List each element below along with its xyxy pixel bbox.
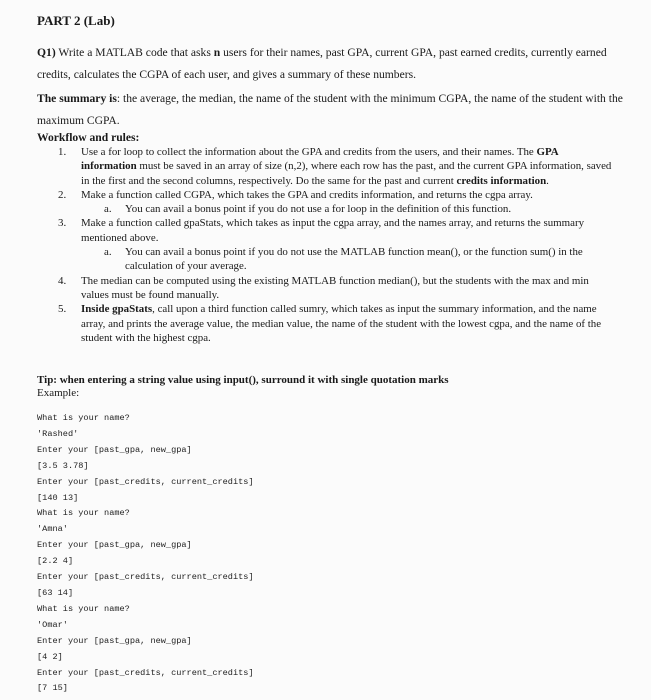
rule-text: The median can be computed using the existing MATLAB function median(), but the students with the max and min values must be found manually. bbox=[81, 274, 589, 301]
example-label: Example: bbox=[37, 387, 80, 399]
rules-list bbox=[37, 145, 612, 345]
code-line: Enter your [past_gpa, new_gpa] bbox=[37, 635, 192, 646]
page-title: PART 2 (Lab) bbox=[37, 13, 115, 28]
code-example bbox=[37, 411, 254, 697]
rule-number: 1. bbox=[58, 146, 67, 158]
subitem-text: You can avail a bonus point if you do not use a for loop in the definition of this function. bbox=[125, 203, 512, 216]
rule-text-bold: GPA information bbox=[81, 146, 559, 173]
subitem-letter: a. bbox=[104, 246, 112, 259]
code-line: Enter your [past_gpa, new_gpa] bbox=[37, 540, 192, 551]
code-line: [2.2 4] bbox=[37, 556, 74, 567]
rule-item bbox=[37, 216, 612, 245]
summary-paragraph bbox=[37, 88, 627, 132]
rule-number: 5. bbox=[58, 303, 67, 316]
question-text-2: users for their names, past GPA, current GPA, past earned credits, currently earned credits, calculates the CGPA of each user, and gives a summary of these numbers. bbox=[37, 46, 607, 81]
rule-text: , call upon a third function called sumry, which takes as input the summary information, and the name array, and prints the average value, the median value, the name of the student with the lowest cgpa, and the name of the student with the highest cgpa. bbox=[81, 303, 602, 344]
rule-text: Make a function called CGPA, which takes the GPA and credits information, and returns the cgpa array. bbox=[81, 188, 533, 201]
rule-subitem bbox=[37, 245, 612, 274]
rule-text-bold: Inside gpaStats bbox=[81, 303, 153, 316]
summary-label: The summary is bbox=[37, 92, 117, 105]
rule-item bbox=[37, 302, 612, 345]
code-line: Enter your [past_gpa, new_gpa] bbox=[37, 444, 192, 455]
code-line: [7 15] bbox=[37, 683, 68, 694]
code-line: What is your name? bbox=[37, 508, 130, 519]
code-line: 'Rashed' bbox=[37, 428, 79, 439]
code-line: What is your name? bbox=[37, 603, 130, 614]
question-n: n bbox=[213, 46, 221, 59]
code-line: Enter your [past_credits, current_credits] bbox=[37, 667, 254, 678]
question-q1 bbox=[37, 42, 627, 86]
rule-number: 2. bbox=[58, 188, 67, 201]
question-label: Q1) bbox=[37, 46, 56, 59]
subitem-letter: a. bbox=[104, 203, 112, 216]
tip-text: Tip: when entering a string value using input(), surround it with single quotation marks bbox=[37, 374, 449, 386]
rule-text: . bbox=[546, 174, 549, 187]
code-line: [3.5 3.78] bbox=[37, 460, 89, 471]
rule-subitem bbox=[37, 202, 612, 216]
code-line: [140 13] bbox=[37, 492, 79, 503]
summary-text: : the average, the median, the name of the student with the minimum CGPA, the name of the student with the maximum CGPA. bbox=[37, 92, 623, 127]
rule-text: Make a function called gpaStats, which takes as input the cgpa array, and the names array, and returns the summary mentioned above. bbox=[81, 217, 585, 244]
workflow-heading: Workflow and rules: bbox=[37, 131, 140, 144]
question-text-1: Write a MATLAB code that asks bbox=[55, 46, 214, 59]
rule-text: Use a for loop to collect the information about the GPA and credits from the users, and their names. The bbox=[81, 146, 537, 158]
rule-number: 3. bbox=[58, 217, 67, 230]
rule-number: 4. bbox=[58, 274, 67, 287]
rule-item bbox=[37, 188, 612, 202]
code-line: 'Omar' bbox=[37, 619, 68, 630]
code-line: [4 2] bbox=[37, 651, 63, 662]
code-line: 'Amna' bbox=[37, 524, 68, 535]
code-line: What is your name? bbox=[37, 413, 130, 423]
code-line: Enter your [past_credits, current_credits] bbox=[37, 572, 254, 583]
code-line: [63 14] bbox=[37, 587, 74, 598]
rule-item bbox=[37, 274, 612, 303]
rule-text: must be saved in an array of size (n,2), where each row has the past, and the current GPA information, saved in the first and the second columns, respectively. Do the same for the past and current bbox=[81, 160, 612, 187]
rule-text-bold: credits information bbox=[456, 174, 547, 187]
subitem-text: You can avail a bonus point if you do not use the MATLAB function mean(), or the function sum() in the calculation of your average. bbox=[125, 246, 583, 273]
rule-item bbox=[37, 145, 612, 188]
code-line: Enter your [past_credits, current_credits] bbox=[37, 476, 254, 487]
